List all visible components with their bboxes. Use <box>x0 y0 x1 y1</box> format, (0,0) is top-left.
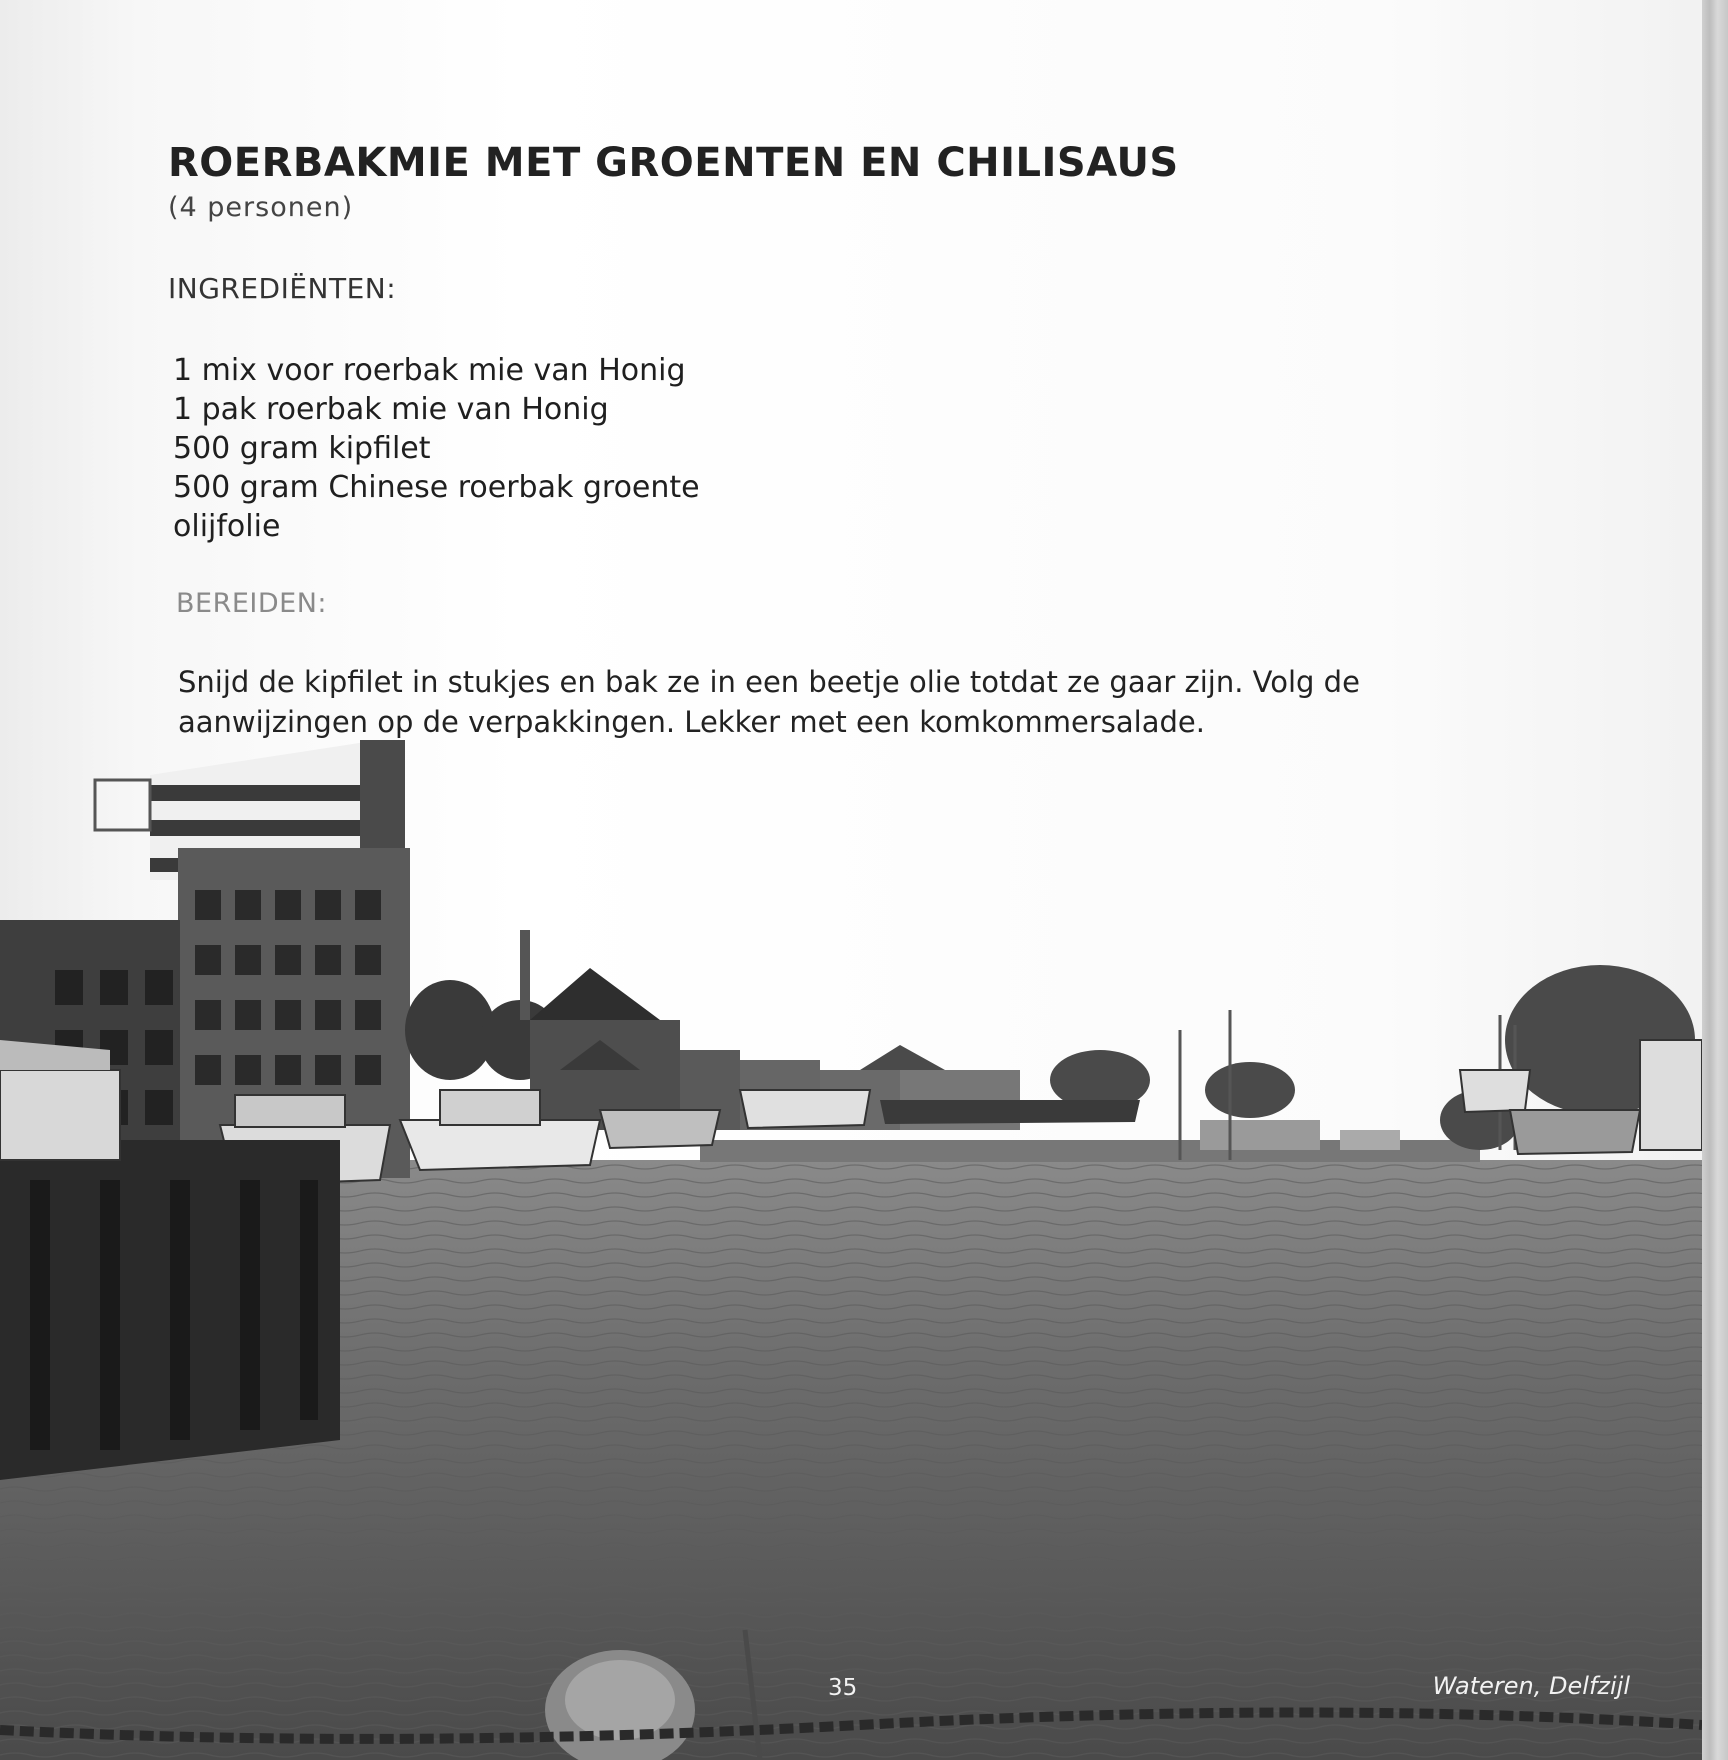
page-number: 35 <box>828 1675 858 1701</box>
ingredients-list <box>173 351 700 546</box>
ingredient-item: 500 gram Chinese roerbak groente <box>173 470 700 505</box>
ingredient-item: 1 pak roerbak mie van Honig <box>173 392 609 427</box>
ingredients-heading: INGREDIËNTEN: <box>168 272 397 305</box>
recipe-title: ROERBAKMIE MET GROENTEN EN CHILISAUS <box>168 140 1179 186</box>
harbour-photo <box>0 740 1702 1760</box>
photo-caption: Wateren, Delfzijl <box>1432 1672 1630 1700</box>
ingredient-item: olijfolie <box>173 509 281 544</box>
ingredient-item: 1 mix voor roerbak mie van Honig <box>173 353 686 388</box>
page-edge <box>1702 0 1728 1760</box>
servings-note: (4 personen) <box>168 192 354 223</box>
ingredient-item: 500 gram kipfilet <box>173 431 431 466</box>
preparation-heading: BEREIDEN: <box>176 588 328 619</box>
preparation-text: Snijd de kipfilet in stukjes en bak ze in een beetje olie totdat ze gaar zijn. Volg de aanwijzingen op de verpakkingen. Lekker met een komkommersalade. <box>178 665 1360 739</box>
